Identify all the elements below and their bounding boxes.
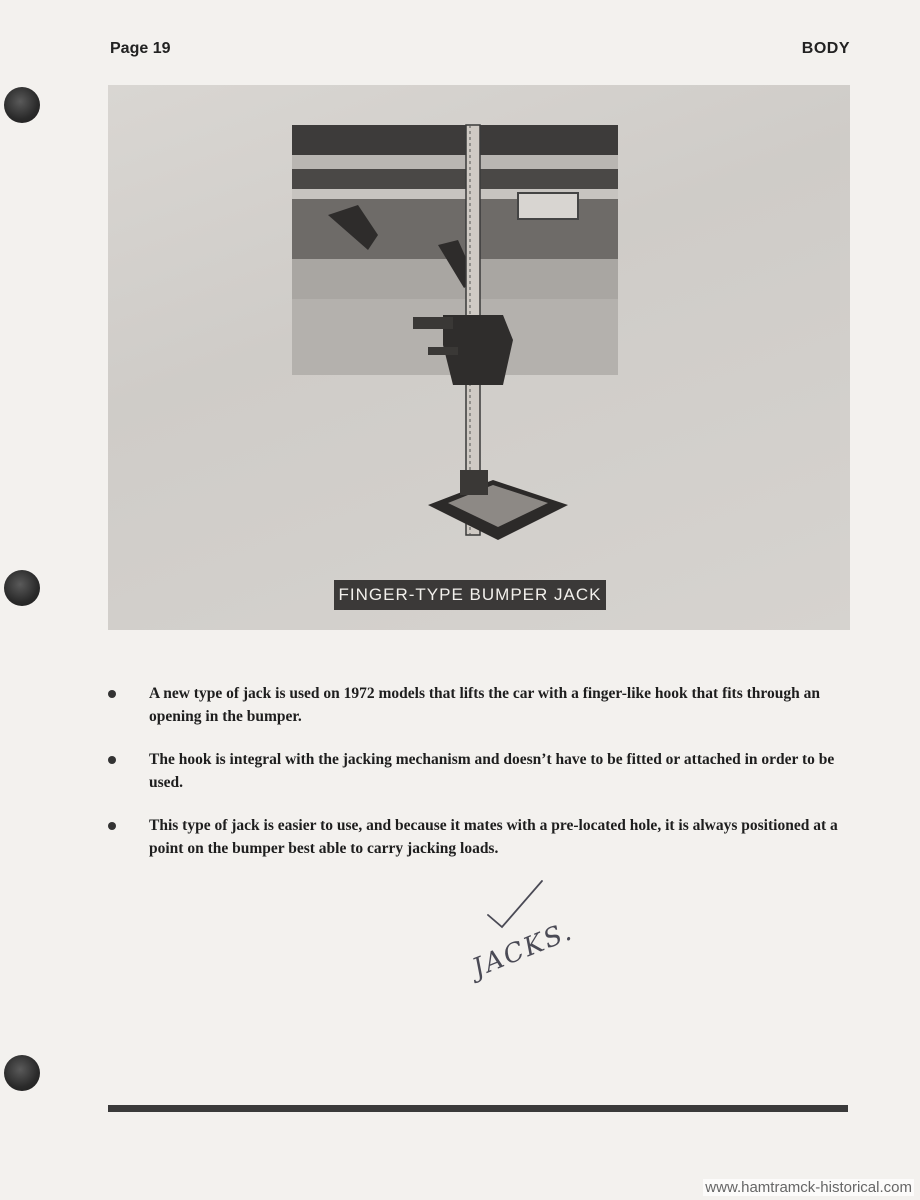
binder-hole (4, 570, 40, 606)
binder-hole (4, 1055, 40, 1091)
list-item (108, 748, 854, 794)
handwritten-annotation: JACKS. (468, 916, 578, 984)
bullet-text: This type of jack is easier to use, and because it mates with a pre-located hole, it is always positioned at a point on the bumper best able to carry jacking loads. (149, 817, 838, 857)
page-number: Page 19 (110, 40, 171, 57)
watermark: www.hamtramck-historical.com (705, 1179, 912, 1196)
bullet-list (108, 682, 854, 860)
jack-photo (108, 85, 850, 630)
bullet-icon (108, 822, 116, 830)
figure-caption: FINGER-TYPE BUMPER JACK (334, 580, 606, 610)
section-title: BODY (801, 40, 850, 57)
bullet-icon (108, 756, 116, 764)
list-item (108, 814, 854, 860)
binder-hole (4, 87, 40, 123)
list-item (108, 682, 854, 728)
footer-rule (108, 1105, 848, 1112)
bullet-text: A new type of jack is used on 1972 models that lifts the car with a finger-like hook that fits through an opening in the bumper. (149, 685, 820, 725)
jack-photo-illustration (108, 85, 850, 630)
bullet-text: The hook is integral with the jacking mechanism and doesn’t have to be fitted or attached in order to be used. (149, 751, 835, 791)
bullet-icon (108, 690, 116, 698)
